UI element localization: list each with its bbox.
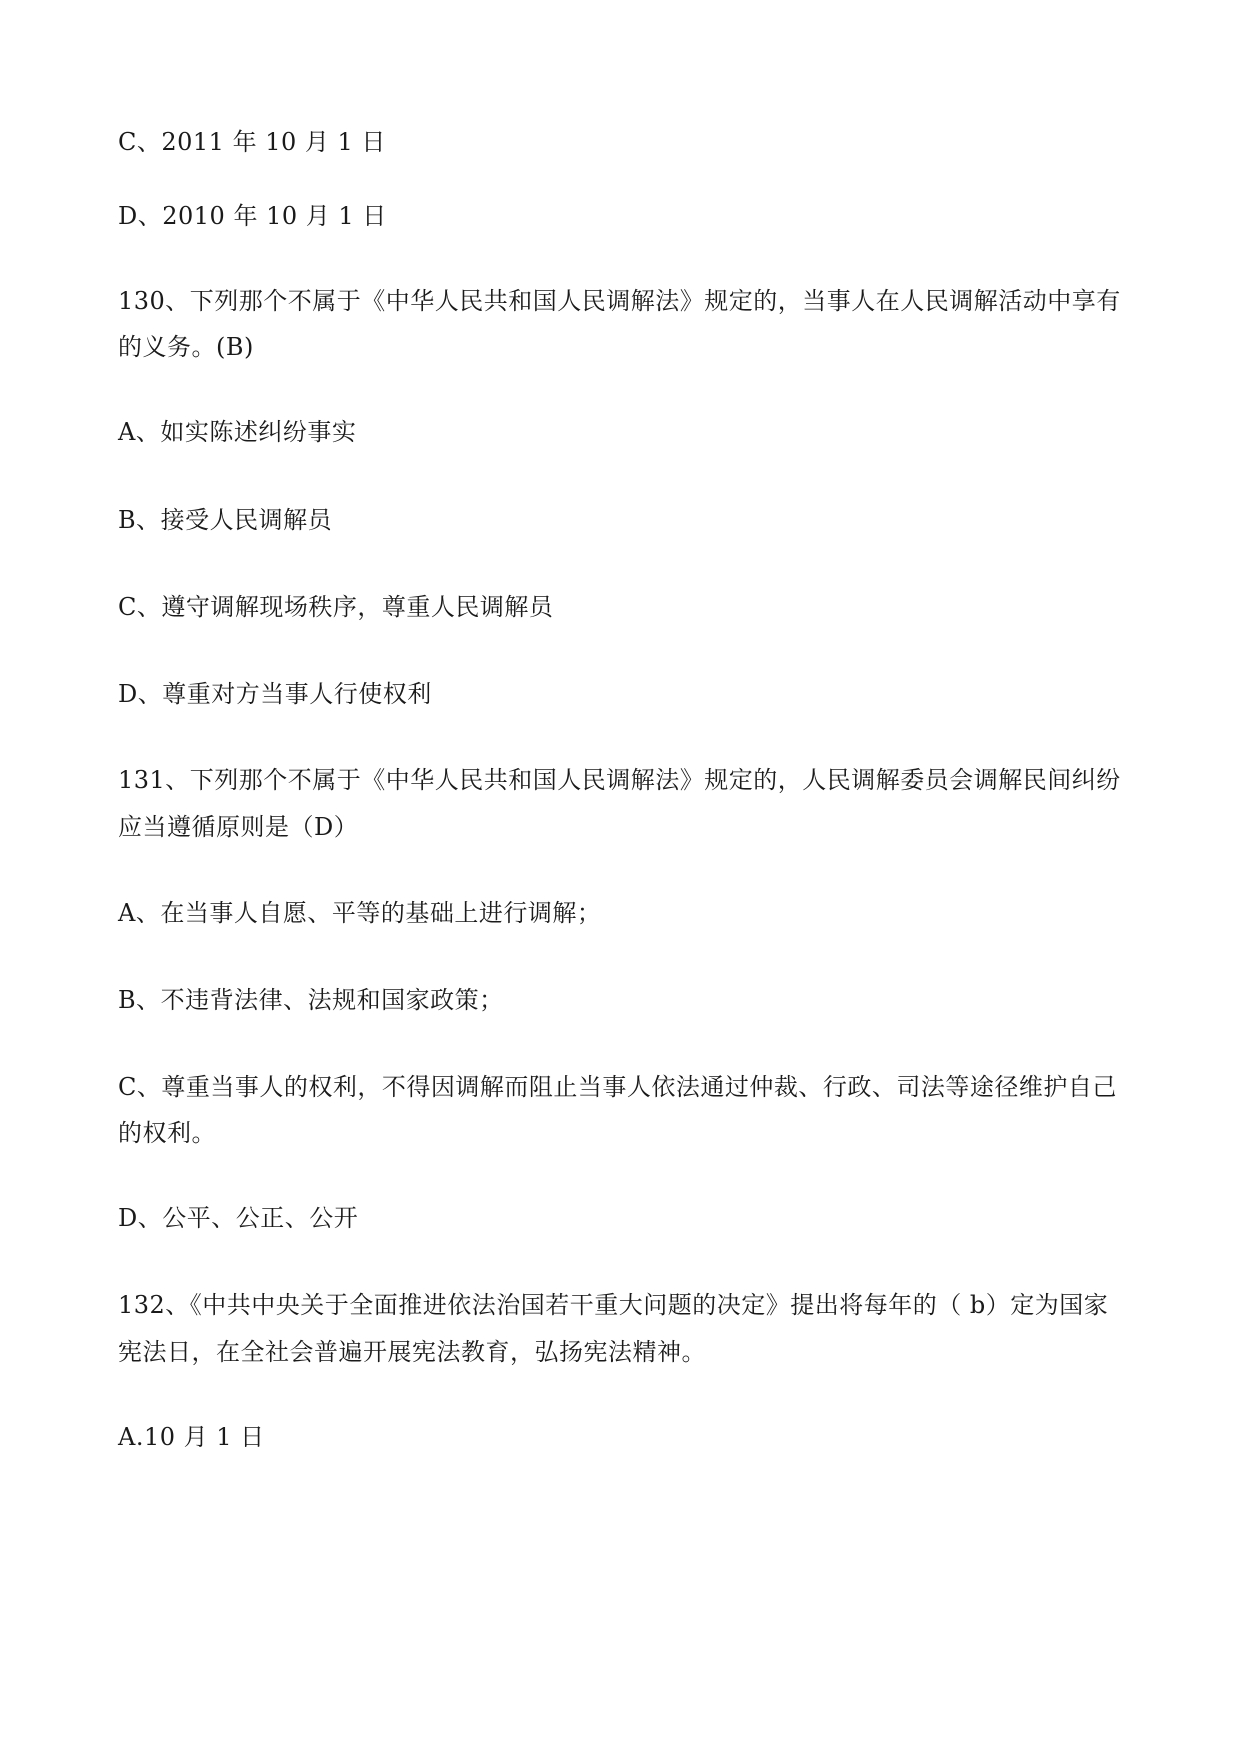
question-131-line-2: 应当遵循原则是（D）: [118, 813, 359, 841]
question-131-line-1: 131、下列那个不属于《中华人民共和国人民调解法》规定的，人民调解委员会调解民间纠纷: [118, 766, 1121, 794]
option-131-c-line-2: 的权利。: [118, 1119, 216, 1147]
option-130-d: D、尊重对方当事人行使权利: [118, 680, 432, 708]
option-131-c-line-1: C、尊重当事人的权利，不得因调解而阻止当事人依法通过仲裁、行政、司法等途径维护自己: [118, 1073, 1117, 1101]
option-130-b: B、接受人民调解员: [118, 506, 333, 534]
option-131-a: A、在当事人自愿、平等的基础上进行调解；: [118, 899, 602, 927]
option-130-c: C、遵守调解现场秩序，尊重人民调解员: [118, 593, 554, 621]
question-132-line-2: 宪法日，在全社会普遍开展宪法教育，弘扬宪法精神。: [118, 1338, 706, 1366]
option-131-b: B、不违背法律、法规和国家政策；: [118, 986, 504, 1014]
question-130-line-2: 的义务。(B): [118, 333, 254, 361]
option-129-d: D、2010 年 10 月 1 日: [118, 202, 387, 230]
question-132-line-1: 132、《中共中央关于全面推进依法治国若干重大问题的决定》提出将每年的（ b）定为国家: [118, 1291, 1109, 1319]
option-129-c: C、2011 年 10 月 1 日: [118, 128, 386, 156]
option-131-d: D、公平、公正、公开: [118, 1204, 359, 1232]
option-130-a: A、如实陈述纠纷事实: [118, 418, 357, 446]
question-130-line-1: 130、下列那个不属于《中华人民共和国人民调解法》规定的，当事人在人民调解活动中享有: [118, 287, 1121, 315]
option-132-a: A.10 月 1 日: [118, 1423, 265, 1451]
